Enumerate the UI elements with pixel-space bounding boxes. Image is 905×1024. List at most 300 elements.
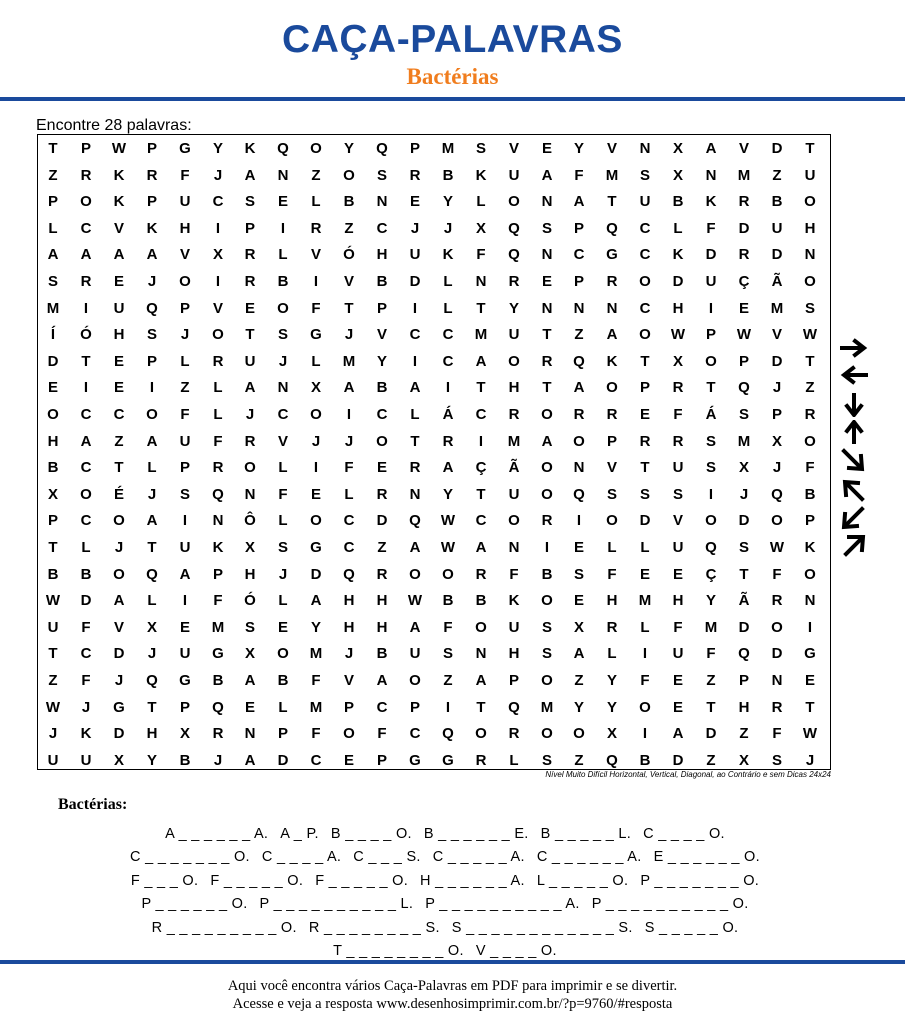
grid-cell[interactable]: P [179,699,190,716]
grid-cell[interactable]: U [179,193,191,210]
grid-cell[interactable]: A [80,246,92,263]
grid-cell[interactable]: N [804,592,816,609]
grid-cell[interactable]: M [474,326,488,343]
grid-cell[interactable]: L [443,273,453,290]
grid-cell[interactable]: H [343,592,355,609]
grid-cell[interactable]: H [738,699,750,716]
grid-cell[interactable]: R [244,273,256,290]
grid-cell[interactable]: E [672,566,683,583]
grid-cell[interactable]: J [805,752,815,769]
grid-cell[interactable]: L [443,300,453,317]
grid-cell[interactable]: K [113,167,125,184]
grid-cell[interactable]: R [212,725,224,742]
grid-cell[interactable]: X [179,725,190,742]
grid-cell[interactable]: X [771,433,782,450]
grid-cell[interactable]: C [80,645,92,662]
grid-cell[interactable]: C [475,512,487,529]
grid-cell[interactable]: V [672,512,683,529]
grid-cell[interactable]: M [638,592,652,609]
grid-cell[interactable]: D [113,645,125,662]
grid-cell[interactable]: I [412,353,418,370]
grid-cell[interactable]: P [146,140,157,157]
grid-cell[interactable]: D [113,725,125,742]
grid-cell[interactable]: N [541,193,553,210]
grid-cell[interactable]: E [47,379,58,396]
grid-cell[interactable]: R [606,273,618,290]
grid-cell[interactable]: Y [442,193,453,210]
grid-cell[interactable]: S [705,459,716,476]
grid-cell[interactable]: V [343,672,354,689]
grid-cell[interactable]: L [278,246,288,263]
grid-cell[interactable]: L [278,592,288,609]
grid-cell[interactable]: S [277,539,288,556]
grid-cell[interactable]: F [180,167,190,184]
grid-cell[interactable]: V [508,140,519,157]
grid-cell[interactable]: Z [377,539,387,556]
grid-cell[interactable]: Á [705,406,717,423]
grid-cell[interactable]: J [147,645,157,662]
grid-cell[interactable]: S [639,486,650,503]
grid-cell[interactable]: X [113,752,124,769]
grid-cell[interactable]: R [212,353,224,370]
grid-cell[interactable]: J [443,220,453,237]
grid-cell[interactable]: O [310,406,322,423]
grid-cell[interactable]: B [277,273,289,290]
grid-cell[interactable]: L [607,539,617,556]
grid-cell[interactable]: O [80,193,92,210]
grid-cell[interactable]: J [772,379,782,396]
grid-cell[interactable]: V [212,300,223,317]
grid-cell[interactable]: P [738,353,749,370]
grid-cell[interactable]: O [541,592,553,609]
grid-cell[interactable]: G [606,246,618,263]
grid-cell[interactable]: F [509,566,519,583]
grid-cell[interactable]: M [540,699,554,716]
grid-cell[interactable]: V [606,459,617,476]
grid-cell[interactable]: E [672,699,683,716]
grid-cell[interactable]: H [672,300,684,317]
grid-cell[interactable]: Y [705,592,716,609]
grid-cell[interactable]: W [407,592,423,609]
grid-cell[interactable]: P [179,300,190,317]
grid-cell[interactable]: D [771,246,783,263]
grid-cell[interactable]: W [440,539,456,556]
grid-cell[interactable]: U [771,220,783,237]
grid-cell[interactable]: W [769,539,785,556]
grid-cell[interactable]: M [507,433,521,450]
grid-cell[interactable]: B [277,672,289,689]
grid-cell[interactable]: C [442,353,454,370]
grid-cell[interactable]: P [606,433,617,450]
grid-cell[interactable]: O [705,512,717,529]
grid-cell[interactable]: O [310,512,322,529]
grid-cell[interactable]: U [672,459,684,476]
grid-cell[interactable]: U [179,539,191,556]
grid-cell[interactable]: E [672,672,683,689]
grid-cell[interactable]: V [179,246,190,263]
grid-cell[interactable]: F [278,486,288,503]
grid-cell[interactable]: D [80,592,92,609]
grid-cell[interactable]: R [409,459,421,476]
grid-cell[interactable]: N [244,725,256,742]
grid-cell[interactable]: A [310,592,322,609]
grid-cell[interactable]: B [771,193,783,210]
grid-cell[interactable]: S [606,486,617,503]
grid-cell[interactable]: P [804,512,815,529]
grid-cell[interactable]: S [541,645,552,662]
grid-cell[interactable]: R [672,379,684,396]
grid-cell[interactable]: C [113,406,125,423]
grid-cell[interactable]: C [442,326,454,343]
grid-cell[interactable]: M [605,167,619,184]
grid-cell[interactable]: P [47,512,58,529]
grid-cell[interactable]: P [80,140,91,157]
grid-cell[interactable]: K [804,539,816,556]
grid-cell[interactable]: E [343,752,354,769]
grid-cell[interactable]: F [213,433,223,450]
grid-cell[interactable]: J [739,486,749,503]
grid-cell[interactable]: R [409,167,421,184]
grid-cell[interactable]: O [639,699,651,716]
grid-cell[interactable]: T [706,379,716,396]
grid-cell[interactable]: O [179,273,191,290]
grid-cell[interactable]: A [113,592,125,609]
grid-cell[interactable]: U [47,752,59,769]
grid-cell[interactable]: Ã [771,273,783,290]
grid-cell[interactable]: H [47,433,59,450]
grid-cell[interactable]: R [508,273,520,290]
grid-cell[interactable]: O [244,459,256,476]
grid-cell[interactable]: B [541,566,553,583]
grid-cell[interactable]: C [639,300,651,317]
grid-cell[interactable]: S [573,566,584,583]
grid-cell[interactable]: U [705,273,717,290]
grid-cell[interactable]: M [342,353,356,370]
grid-cell[interactable]: N [277,379,289,396]
grid-cell[interactable]: S [442,645,453,662]
grid-cell[interactable]: D [277,752,289,769]
grid-cell[interactable]: T [114,459,124,476]
grid-cell[interactable]: F [574,167,584,184]
grid-cell[interactable]: A [409,539,421,556]
grid-cell[interactable]: E [277,619,288,636]
grid-cell[interactable]: P [409,699,420,716]
grid-cell[interactable]: S [804,300,815,317]
grid-cell[interactable]: P [409,140,420,157]
grid-cell[interactable]: I [280,220,286,237]
grid-cell[interactable]: Y [606,672,617,689]
grid-cell[interactable]: X [672,140,683,157]
grid-cell[interactable]: H [804,220,816,237]
grid-cell[interactable]: R [639,433,651,450]
grid-cell[interactable]: N [541,300,553,317]
grid-cell[interactable]: P [244,220,255,237]
grid-cell[interactable]: B [343,193,355,210]
grid-cell[interactable]: K [442,246,454,263]
grid-cell[interactable]: O [541,459,553,476]
grid-cell[interactable]: K [80,725,92,742]
grid-cell[interactable]: Q [212,486,224,503]
grid-cell[interactable]: T [607,193,617,210]
grid-cell[interactable]: W [802,725,818,742]
grid-cell[interactable]: O [541,486,553,503]
grid-cell[interactable]: R [541,353,553,370]
grid-cell[interactable]: P [343,699,354,716]
grid-cell[interactable]: N [705,167,717,184]
grid-cell[interactable]: J [245,406,255,423]
grid-cell[interactable]: B [376,379,388,396]
grid-cell[interactable]: T [48,140,58,157]
grid-cell[interactable]: S [376,167,387,184]
grid-cell[interactable]: Q [146,300,158,317]
grid-cell[interactable]: P [573,220,584,237]
grid-cell[interactable]: P [179,459,190,476]
grid-cell[interactable]: R [80,273,92,290]
grid-cell[interactable]: G [113,699,125,716]
grid-cell[interactable]: T [542,326,552,343]
grid-cell[interactable]: F [311,672,321,689]
grid-cell[interactable]: O [475,725,487,742]
grid-cell[interactable]: A [475,539,487,556]
grid-cell[interactable]: F [673,406,683,423]
grid-cell[interactable]: D [771,645,783,662]
grid-cell[interactable]: H [606,592,618,609]
grid-cell[interactable]: Q [277,140,289,157]
grid-cell[interactable]: D [771,140,783,157]
grid-cell[interactable]: O [573,433,585,450]
grid-cell[interactable]: S [738,406,749,423]
grid-cell[interactable]: E [113,273,124,290]
grid-cell[interactable]: L [344,486,354,503]
grid-cell[interactable]: F [706,220,716,237]
grid-cell[interactable]: F [213,592,223,609]
grid-cell[interactable]: Q [146,566,158,583]
grid-cell[interactable]: X [212,246,223,263]
grid-cell[interactable]: O [343,725,355,742]
grid-cell[interactable]: I [182,592,188,609]
grid-cell[interactable]: Z [48,672,58,689]
grid-cell[interactable]: O [113,512,125,529]
grid-cell[interactable]: U [179,645,191,662]
grid-cell[interactable]: C [639,246,651,263]
grid-cell[interactable]: N [606,300,618,317]
grid-cell[interactable]: S [541,220,552,237]
grid-cell[interactable]: O [310,140,322,157]
grid-cell[interactable]: I [313,273,319,290]
grid-cell[interactable]: X [47,486,58,503]
grid-cell[interactable]: Q [771,486,783,503]
grid-cell[interactable]: Q [606,220,618,237]
grid-cell[interactable]: O [804,193,816,210]
grid-cell[interactable]: D [672,273,684,290]
grid-cell[interactable]: I [313,459,319,476]
grid-cell[interactable]: N [376,193,388,210]
grid-cell[interactable]: F [180,406,190,423]
grid-cell[interactable]: T [739,566,749,583]
grid-cell[interactable]: O [639,326,651,343]
grid-cell[interactable]: R [804,406,816,423]
grid-cell[interactable]: K [705,193,717,210]
grid-cell[interactable]: X [244,539,255,556]
grid-cell[interactable]: A [475,353,487,370]
grid-cell[interactable]: A [606,326,618,343]
grid-cell[interactable]: S [639,167,650,184]
grid-cell[interactable]: C [409,725,421,742]
grid-cell[interactable]: E [179,619,190,636]
grid-cell[interactable]: U [672,645,684,662]
grid-cell[interactable]: W [670,326,686,343]
grid-cell[interactable]: O [639,273,651,290]
grid-cell[interactable]: H [508,379,520,396]
grid-cell[interactable]: W [45,592,61,609]
grid-cell[interactable]: Z [311,167,321,184]
grid-cell[interactable]: I [576,512,582,529]
grid-cell[interactable]: Z [706,752,716,769]
grid-cell[interactable]: I [215,220,221,237]
grid-cell[interactable]: R [672,433,684,450]
grid-cell[interactable]: T [805,140,815,157]
grid-cell[interactable]: S [47,273,58,290]
grid-cell[interactable]: U [508,486,520,503]
grid-cell[interactable]: F [706,645,716,662]
grid-cell[interactable]: A [442,459,454,476]
grid-cell[interactable]: O [573,725,585,742]
grid-cell[interactable]: T [476,300,486,317]
grid-cell[interactable]: L [278,512,288,529]
grid-cell[interactable]: E [277,193,288,210]
grid-cell[interactable]: J [344,645,354,662]
grid-cell[interactable]: Y [573,699,584,716]
grid-cell[interactable]: B [47,459,59,476]
grid-cell[interactable]: R [442,433,454,450]
grid-cell[interactable]: Z [48,167,58,184]
grid-cell[interactable]: A [573,379,585,396]
grid-cell[interactable]: W [802,326,818,343]
grid-cell[interactable]: N [409,486,421,503]
grid-cell[interactable]: Z [739,725,749,742]
grid-cell[interactable]: I [83,300,89,317]
grid-cell[interactable]: V [113,220,124,237]
grid-cell[interactable]: O [409,672,421,689]
grid-cell[interactable]: C [80,406,92,423]
grid-cell[interactable]: P [573,273,584,290]
grid-cell[interactable]: T [805,353,815,370]
grid-cell[interactable]: A [113,246,125,263]
grid-cell[interactable]: Q [573,486,585,503]
grid-cell[interactable]: B [804,486,816,503]
grid-cell[interactable]: T [640,459,650,476]
grid-cell[interactable]: U [244,353,256,370]
grid-cell[interactable]: U [672,539,684,556]
grid-cell[interactable]: T [706,699,716,716]
grid-cell[interactable]: C [639,220,651,237]
grid-cell[interactable]: Í [50,326,56,343]
grid-cell[interactable]: D [705,725,717,742]
grid-cell[interactable]: E [113,379,124,396]
grid-cell[interactable]: F [476,246,486,263]
grid-cell[interactable]: Y [310,619,321,636]
grid-cell[interactable]: N [475,645,487,662]
grid-cell[interactable]: C [376,220,388,237]
grid-cell[interactable]: N [573,459,585,476]
grid-cell[interactable]: U [508,167,520,184]
grid-cell[interactable]: I [642,645,648,662]
grid-cell[interactable]: H [113,326,125,343]
grid-cell[interactable]: X [738,459,749,476]
grid-cell[interactable]: Ã [508,459,520,476]
grid-cell[interactable]: A [409,619,421,636]
grid-cell[interactable]: O [47,406,59,423]
grid-cell[interactable]: Z [772,167,782,184]
grid-cell[interactable]: Q [508,699,520,716]
grid-cell[interactable]: I [346,406,352,423]
grid-cell[interactable]: L [213,379,223,396]
grid-cell[interactable]: B [80,566,92,583]
grid-cell[interactable]: I [149,379,155,396]
grid-cell[interactable]: T [48,645,58,662]
grid-cell[interactable]: F [344,459,354,476]
grid-cell[interactable]: B [442,592,454,609]
grid-cell[interactable]: Q [376,140,388,157]
grid-cell[interactable]: K [606,353,618,370]
grid-cell[interactable]: Q [409,512,421,529]
grid-cell[interactable]: Ç [705,566,717,583]
grid-cell[interactable]: U [639,193,651,210]
grid-cell[interactable]: O [113,566,125,583]
grid-cell[interactable]: N [804,246,816,263]
grid-cell[interactable]: D [771,353,783,370]
grid-cell[interactable]: L [147,459,157,476]
grid-cell[interactable]: R [310,220,322,237]
grid-cell[interactable]: U [47,619,59,636]
grid-cell[interactable]: A [244,672,256,689]
grid-cell[interactable]: X [573,619,584,636]
grid-cell[interactable]: J [278,566,288,583]
grid-cell[interactable]: O [343,167,355,184]
grid-cell[interactable]: C [376,406,388,423]
grid-cell[interactable]: E [113,353,124,370]
grid-cell[interactable]: U [113,300,125,317]
grid-cell[interactable]: V [738,140,749,157]
grid-cell[interactable]: G [409,752,421,769]
grid-cell[interactable]: G [310,539,322,556]
grid-cell[interactable]: F [377,725,387,742]
grid-cell[interactable]: H [376,619,388,636]
grid-cell[interactable]: A [573,645,585,662]
grid-cell[interactable]: I [182,512,188,529]
grid-cell[interactable]: N [244,486,256,503]
grid-cell[interactable]: C [409,326,421,343]
grid-cell[interactable]: L [311,193,321,210]
grid-cell[interactable]: C [343,512,355,529]
grid-cell[interactable]: Q [508,246,520,263]
grid-cell[interactable]: N [277,167,289,184]
grid-cell[interactable]: H [343,619,355,636]
grid-cell[interactable]: G [179,672,191,689]
grid-cell[interactable]: O [376,433,388,450]
grid-cell[interactable]: Q [442,725,454,742]
grid-cell[interactable]: U [80,752,92,769]
grid-cell[interactable]: W [736,326,752,343]
grid-cell[interactable]: O [508,353,520,370]
grid-cell[interactable]: S [541,619,552,636]
grid-cell[interactable]: J [213,752,223,769]
grid-cell[interactable]: O [442,566,454,583]
grid-cell[interactable]: A [47,246,59,263]
grid-cell[interactable]: Y [146,752,157,769]
grid-cell[interactable]: X [146,619,157,636]
grid-cell[interactable]: L [410,406,420,423]
